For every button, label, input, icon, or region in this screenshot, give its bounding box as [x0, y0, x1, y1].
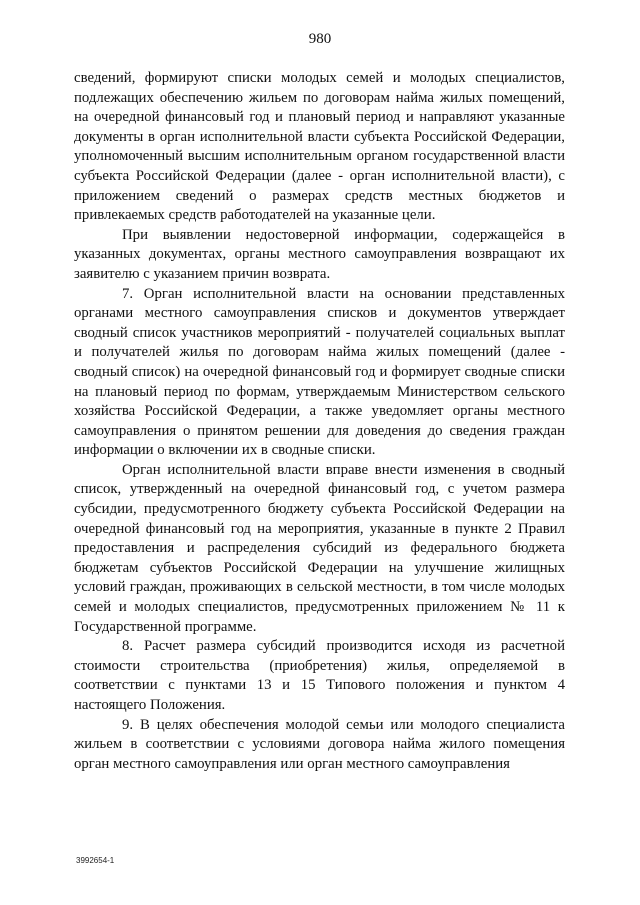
- paragraph-continuation: сведений, формируют списки молодых семей и молодых специалистов, подлежащих обеспечению жильем по договорам найма жилых помещений, на очередной финансовый год и плановый период и направляют указанные документы в орган исполнительной власти субъекта Российской Федерации, уполномоченный высшим исполнительным органом государственной власти субъекта Российской Федерации (далее - орган исполнительной власти), с приложением сведений о размерах средств местных бюджетов и привлекаемых средств работодателей на указанные цели.: [74, 70, 565, 224]
- paragraph-list-changes: Орган исполнительной власти вправе внести изменения в сводный список, утвержденный на очередной финансовый год, с учетом размера субсидии, предусмотренного бюджету субъекта Российской Федерации на очередной финансовый год на мероприятия, указанные в пункте 2 Правил предоставления и распределения субсидий из федерального бюджета бюджетам субъектов Российской Федерации на улучшение жилищных условий граждан, проживающих в сельской местности, в том числе молодых семей и молодых специалистов, предусмотренных приложением № 11 к Государственной программе.: [74, 461, 565, 635]
- paragraph-invalid-info: При выявлении недостоверной информации, содержащейся в указанных документах, органы местного самоуправления возвращают их заявителю с указанием причин возврата.: [74, 226, 565, 282]
- document-code: 3992654-1: [76, 856, 115, 865]
- page-number: 980: [308, 31, 332, 47]
- paragraph-item-9: 9. В целях обеспечения молодой семьи или молодого специалиста жильем в соответствии с условиями договора найма жилого помещения орган местного самоуправления или орган местного самоуправления: [74, 716, 565, 772]
- paragraph-item-7: 7. Орган исполнительной власти на основании представленных органами местного самоуправления списков и документов утверждает сводный список участников мероприятий - получателей социальных выплат и получателей жилья по договорам найма жилых помещений (далее - сводный список) на очередной финансовый год и формирует сводные списки на плановый период по формам, утверждаемым Министерством сельского хозяйства Российской Федерации, а также уведомляет органы местного самоуправления о принятом решении для доведения до сведения граждан информации о включении их в сводные списки.: [74, 285, 565, 459]
- paragraph-item-8: 8. Расчет размера субсидий производится исходя из расчетной стоимости строительства (приобретения) жилья, определяемой в соответствии с пунктами 13 и 15 Типового положения и пунктом 4 настоящего Положения.: [74, 638, 565, 713]
- document-body: [74, 69, 565, 774]
